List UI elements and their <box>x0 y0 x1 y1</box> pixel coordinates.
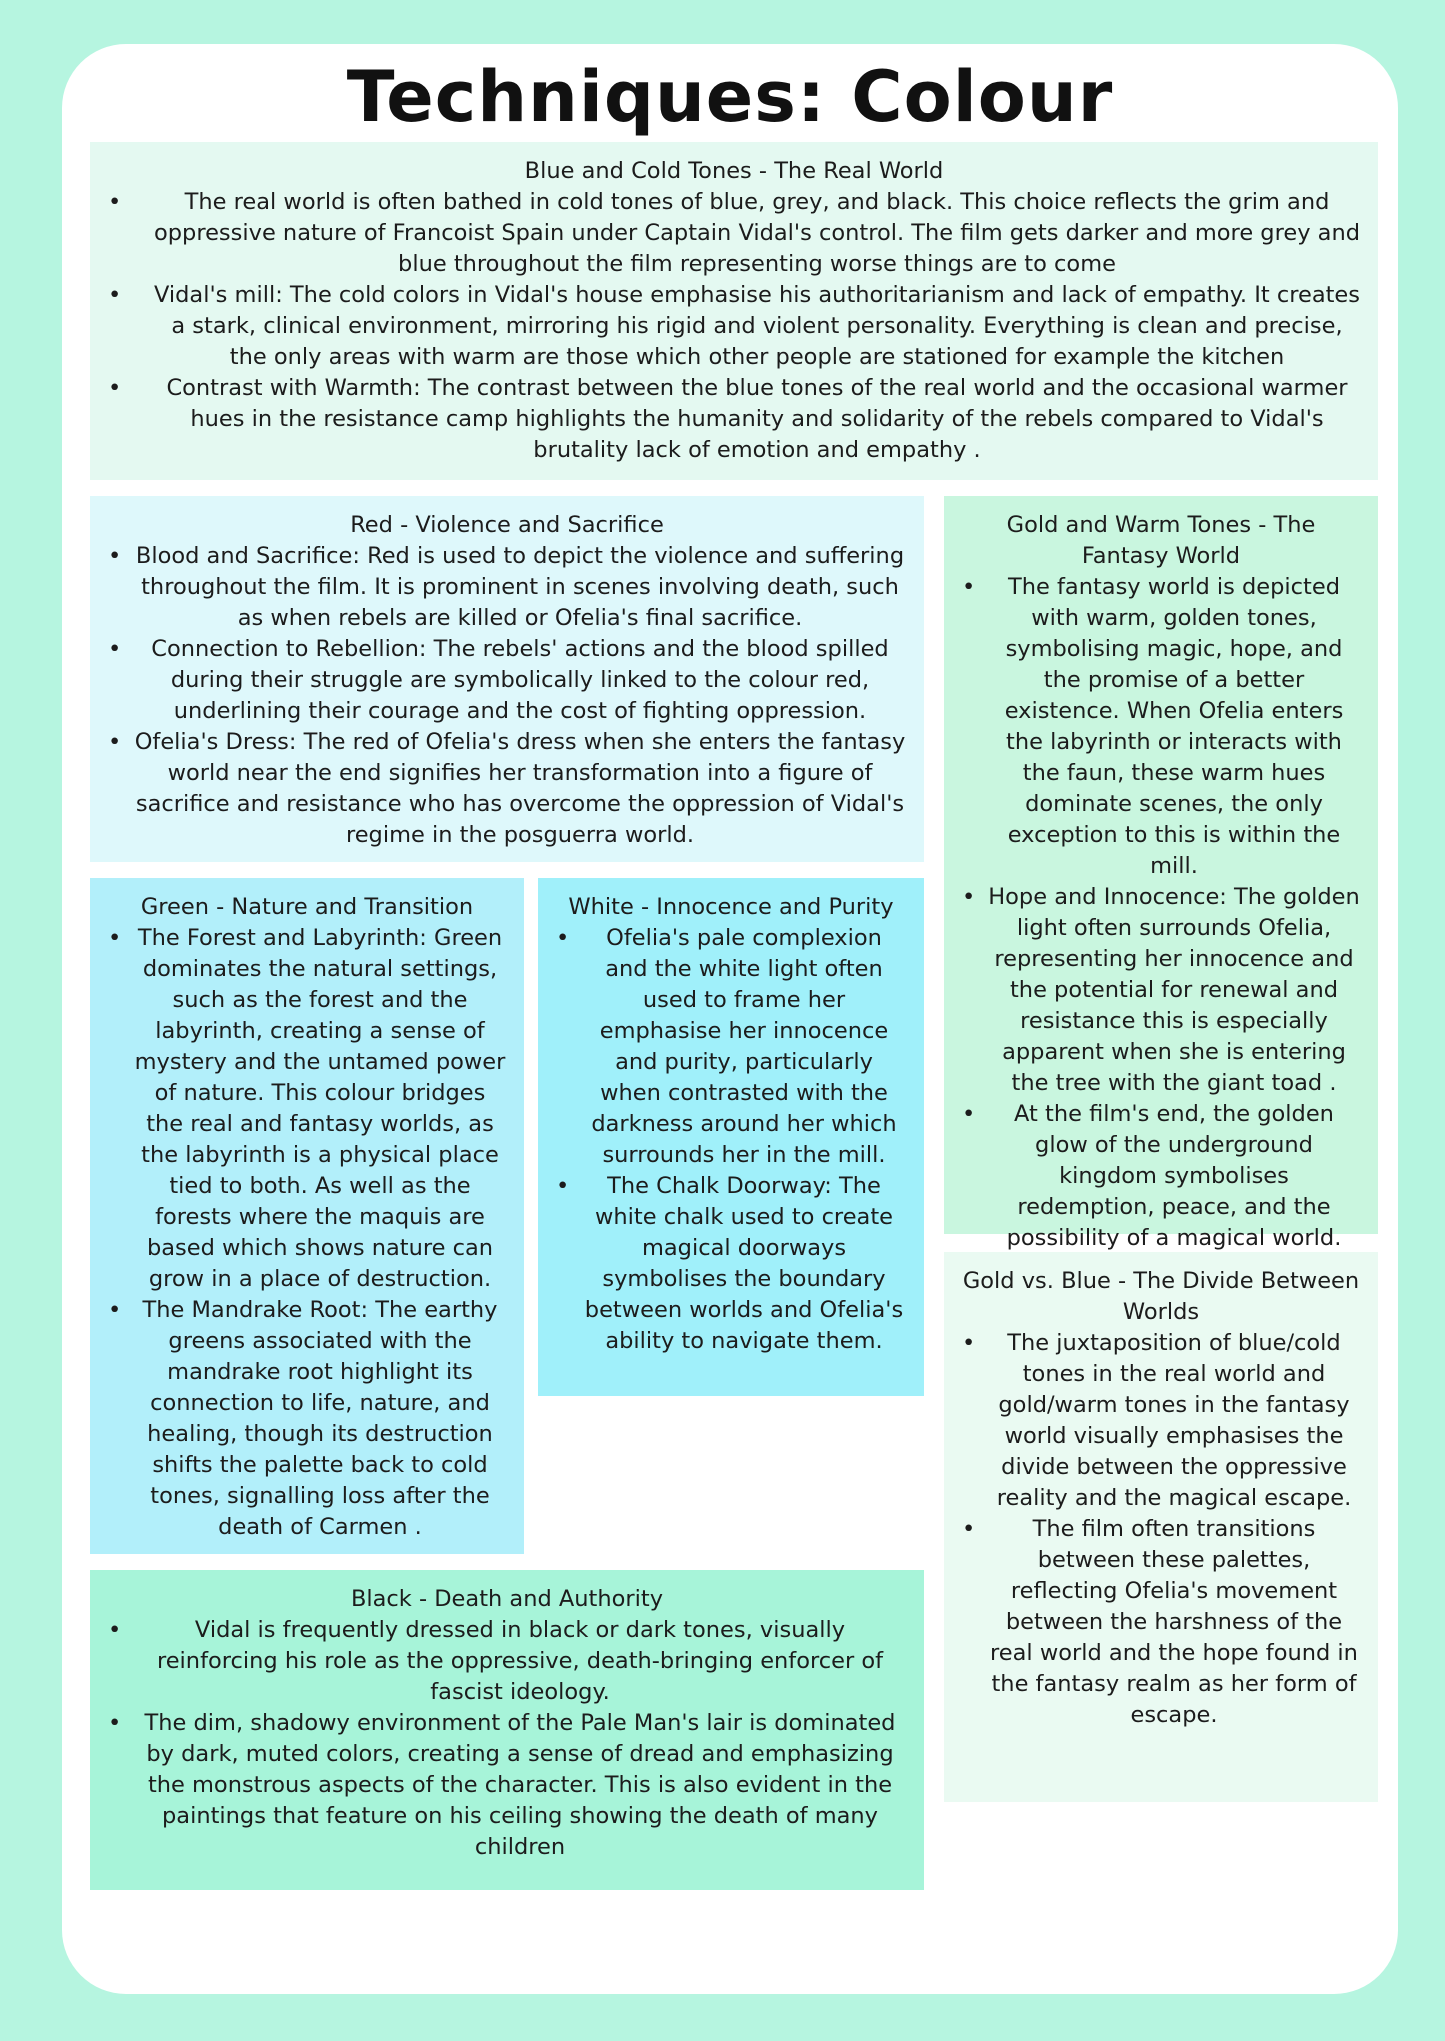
section-green-nature <box>90 878 524 1554</box>
bullet-list <box>962 572 1360 1254</box>
bullet-list <box>108 187 1360 466</box>
list-item <box>108 634 906 727</box>
list-item <box>962 1514 1360 1731</box>
section-heading: Gold vs. Blue - The Divide Between Worlds <box>962 1268 1360 1325</box>
bullet-icon: • <box>108 543 122 569</box>
bullet-list <box>962 1328 1360 1731</box>
bullet-icon: • <box>108 729 122 755</box>
list-item <box>108 1615 906 1708</box>
list-item <box>108 280 1360 373</box>
list-item-text: Hope and Innocence: The golden light often surrounds Ofelia, representing her innocence and the potential for renewal and resistance this is especially apparent when she is entering the tree with the giant toad . <box>988 884 1360 1096</box>
list-item <box>962 1328 1360 1514</box>
section-heading: Black - Death and Authority <box>350 1586 664 1612</box>
list-item <box>108 187 1360 280</box>
list-item <box>962 882 1360 1099</box>
bullet-icon: • <box>962 1330 976 1356</box>
bullet-icon: • <box>108 375 122 401</box>
bullet-icon: • <box>108 1617 122 1643</box>
list-item-text: Connection to Rebellion: The rebels' actions and the blood spilled during their struggle are symbolically linked to the colour red, underlining their courage and the cost of fighting oppression. <box>151 636 889 724</box>
bullet-icon: • <box>108 636 122 662</box>
list-item-text: The fantasy world is depicted with warm, golden tones, symbolising magic, hope, and the promise of a better existence. When Ofelia enters the labyrinth or interacts with the faun, these warm hues dominate scenes, the only exception to this is within the mill. <box>1004 574 1344 879</box>
page-title: Techniques: Colour <box>346 56 1114 138</box>
bullet-list <box>556 923 906 1357</box>
list-item <box>108 727 906 851</box>
list-item-text: The Forest and Labyrinth: Green dominates the natural settings, such as the forest and the labyrinth, creating a sense of mystery and the untamed power of nature. This colour bridges the real and fantasy worlds, as the labyrinth is a physical place tied to both. As well as the forests where the maquis are based which shows nature can grow in a place of destruction. <box>134 925 506 1292</box>
section-white-innocence <box>538 878 924 1396</box>
section-gold-vs-blue <box>944 1252 1378 1802</box>
list-item-text: The Chalk Doorway: The white chalk used to create magical doorways symbolises the boundary between worlds and Ofelia's ability to navigate them. <box>584 1173 904 1354</box>
section-heading: Gold and Warm Tones - The Fantasy World <box>1006 512 1316 569</box>
section-heading: Green - Nature and Transition <box>140 894 474 920</box>
list-item-text: The dim, shadowy environment of the Pale Man's lair is dominated by dark, muted colors, creating a sense of dread and emphasizing the monstrous aspects of the character. This is also evident in the paintings that feature on his ceiling showing the death of many children <box>144 1710 896 1860</box>
list-item-text: The juxtaposition of blue/cold tones in the real world and gold/warm tones in the fantasy world visually emphasises the divide between the oppressive reality and the magical escape. <box>996 1330 1352 1511</box>
bullet-icon: • <box>556 925 570 951</box>
list-item-text: The real world is often bathed in cold tones of blue, grey, and black. This choice reflects the grim and oppressive nature of Francoist Spain under Captain Vidal's control. The film gets darker and more grey and blue throughout the film representing worse things are to come <box>154 189 1360 277</box>
list-item <box>108 541 906 634</box>
list-item-text: Vidal is frequently dressed in black or dark tones, visually reinforcing his role as the oppressive, death-bringing enforcer of fascist ideology. <box>156 1617 884 1705</box>
bullet-icon: • <box>108 925 122 951</box>
list-item <box>556 1171 906 1357</box>
list-item-text: The Mandrake Root: The earthy greens associated with the mandrake root highlight its connection to life, nature, and healing, though its destruction shifts the palette back to cold tones, signalling loss after the death of Carmen . <box>142 1297 498 1540</box>
list-item-text: Contrast with Warmth: The contrast between the blue tones of the real world and the occasional warmer hues in the resistance camp highlights the humanity and solidarity of the rebels compared to Vidal's brutality lack of emotion and empathy . <box>166 375 1348 463</box>
list-item <box>108 923 506 1295</box>
section-red-violence <box>90 496 924 862</box>
bullet-list <box>108 1615 906 1863</box>
list-item <box>962 1099 1360 1254</box>
list-item-text: Vidal's mill: The cold colors in Vidal's house emphasise his authoritarianism and lack of empathy. It creates a stark, clinical environment, mirroring his rigid and violent personality. Everything is clean and precise, the only areas with warm are those which other people are stationed for example the kitchen <box>154 282 1360 370</box>
bullet-icon: • <box>962 884 976 910</box>
bullet-icon: • <box>962 574 976 600</box>
list-item-text: Blood and Sacrifice: Red is used to depict the violence and suffering throughout the film. It is prominent in scenes involving death, such as when rebels are killed or Ofelia's final sacrifice. <box>135 543 905 631</box>
bullet-icon: • <box>962 1101 976 1127</box>
list-item-text: Ofelia's Dress: The red of Ofelia's dress when she enters the fantasy world near the end signifies her transformation into a figure of sacrifice and resistance who has overcome the oppression of Vidal's regime in the posguerra world. <box>134 729 906 848</box>
bullet-icon: • <box>556 1173 570 1199</box>
bullet-icon: • <box>108 282 122 308</box>
section-heading: White - Innocence and Purity <box>568 894 894 920</box>
section-heading: Red - Violence and Sacrifice <box>350 512 664 538</box>
section-blue-cold-tones <box>90 142 1378 480</box>
bullet-list <box>108 541 906 851</box>
bullet-icon: • <box>108 1297 122 1323</box>
bullet-list <box>108 923 506 1543</box>
list-item <box>556 923 906 1171</box>
list-item-text: At the film's end, the golden glow of the underground kingdom symbolises redemption, peace, and the possibility of a magical world. <box>1006 1101 1342 1251</box>
bullet-icon: • <box>108 189 122 215</box>
list-item <box>962 572 1360 882</box>
section-gold-warm-tones <box>944 496 1378 1251</box>
list-item <box>108 1708 906 1863</box>
list-item-text: Ofelia's pale complexion and the white light often used to frame her emphasise her innocence and purity, particularly when contrasted with the darkness around her which surrounds her in the mill. <box>591 925 897 1168</box>
bullet-icon: • <box>962 1516 976 1542</box>
section-heading: Blue and Cold Tones - The Real World <box>524 158 944 184</box>
list-item-text: The film often transitions between these palettes, reflecting Ofelia's movement between the harshness of the real world and the hope found in the fantasy realm as her form of escape. <box>990 1516 1358 1728</box>
section-black-death <box>90 1570 924 1890</box>
list-item <box>108 373 1360 466</box>
bullet-icon: • <box>108 1710 122 1736</box>
list-item <box>108 1295 506 1543</box>
